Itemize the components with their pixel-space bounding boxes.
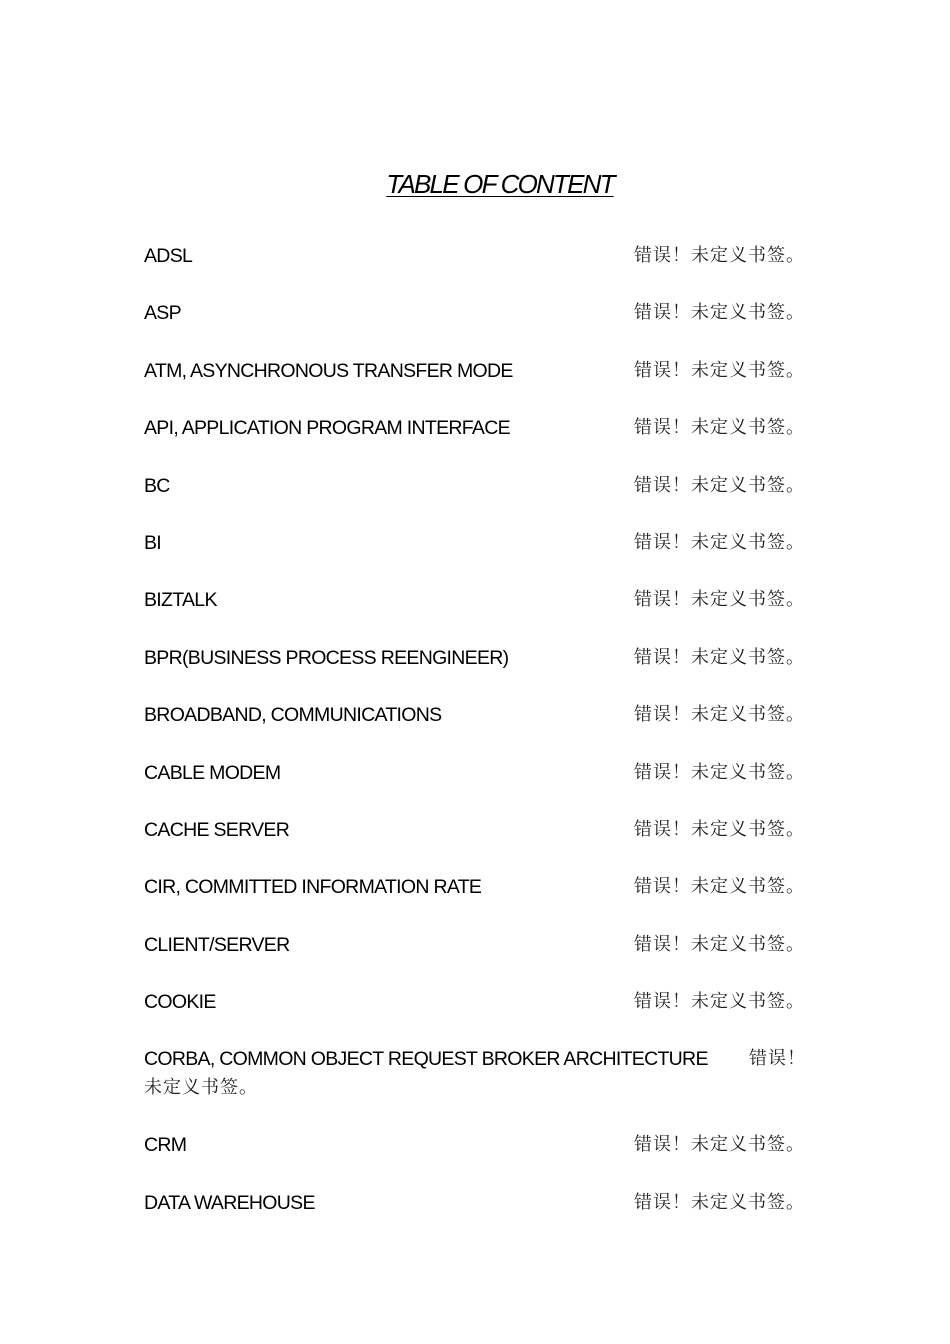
toc-entry-term: ATM, ASYNCHRONOUS TRANSFER MODE (144, 359, 513, 382)
page-title: TABLE OF CONTENT (386, 169, 614, 199)
toc-entry-reference: 错误！未定义书签。 (634, 474, 805, 496)
toc-entry[interactable] (144, 697, 804, 733)
toc-entry-term: ASP (144, 302, 181, 325)
toc-entry[interactable] (144, 1185, 804, 1221)
toc-entry-term: CABLE MODEM (144, 761, 281, 784)
toc-entry-reference: 错误！未定义书签。 (634, 589, 805, 611)
toc-entry[interactable] (144, 755, 804, 791)
toc-entry-reference: 错误！未定义书签。 (634, 1191, 805, 1213)
toc-entry-term: DATA WAREHOUSE (144, 1191, 315, 1214)
toc-entry[interactable] (144, 582, 804, 618)
toc-entry-reference: 错误！未定义书签。 (634, 933, 805, 955)
toc-entry[interactable] (144, 1127, 804, 1163)
toc-list (144, 238, 804, 1242)
toc-entry-reference: 错误！未定义书签。 (634, 761, 805, 783)
toc-entry-reference: 错误！未定义书签。 (634, 991, 805, 1013)
toc-entry-reference: 错误！未定义书签。 (634, 302, 805, 324)
toc-entry-reference: 错误！未定义书签。 (634, 704, 805, 726)
toc-entry[interactable] (144, 640, 804, 676)
toc-entry-term: BC (144, 474, 170, 497)
toc-entry-reference-continued: 未定义书签。 (144, 1077, 258, 1099)
toc-entry-reference: 错误！未定义书签。 (634, 646, 805, 668)
toc-entry[interactable] (144, 468, 804, 504)
toc-entry-reference: 错误！未定义书签。 (634, 818, 805, 840)
toc-entry[interactable] (144, 525, 804, 561)
toc-entry-term: CRM (144, 1134, 187, 1157)
toc-entry-term: BROADBAND, COMMUNICATIONS (144, 704, 442, 727)
toc-entry-reference: 错误！ (749, 1048, 806, 1070)
toc-entry-reference: 错误！未定义书签。 (634, 876, 805, 898)
toc-entry-term: CORBA, COMMON OBJECT REQUEST BROKER ARCHITECTURE (144, 1048, 708, 1071)
toc-entry-term: BIZTALK (144, 589, 217, 612)
toc-entry[interactable] (144, 238, 804, 274)
toc-entry-term: BI (144, 531, 162, 554)
toc-entry-term: BPR(BUSINESS PROCESS REENGINEER) (144, 646, 509, 669)
toc-entry-reference: 错误！未定义书签。 (634, 1134, 805, 1156)
toc-entry-term: COOKIE (144, 991, 216, 1014)
toc-entry-term: CLIENT/SERVER (144, 933, 290, 956)
toc-entry-term: CACHE SERVER (144, 818, 290, 841)
toc-entry[interactable] (144, 812, 804, 848)
toc-entry[interactable] (144, 869, 804, 905)
toc-entry-reference: 错误！未定义书签。 (634, 359, 805, 381)
toc-entry[interactable] (144, 295, 804, 331)
toc-entry-reference: 错误！未定义书签。 (634, 531, 805, 553)
toc-entry-term: CIR, COMMITTED INFORMATION RATE (144, 876, 482, 899)
toc-entry-term: ADSL (144, 245, 193, 267)
toc-entry[interactable] (144, 984, 804, 1020)
toc-entry-reference: 错误！未定义书签。 (634, 245, 805, 266)
toc-entry-reference: 错误！未定义书签。 (634, 417, 805, 439)
toc-entry[interactable] (144, 927, 804, 963)
toc-entry[interactable] (144, 410, 804, 446)
toc-entry[interactable] (144, 1041, 804, 1098)
toc-entry-term: API, APPLICATION PROGRAM INTERFACE (144, 417, 510, 440)
toc-entry[interactable] (144, 353, 804, 389)
